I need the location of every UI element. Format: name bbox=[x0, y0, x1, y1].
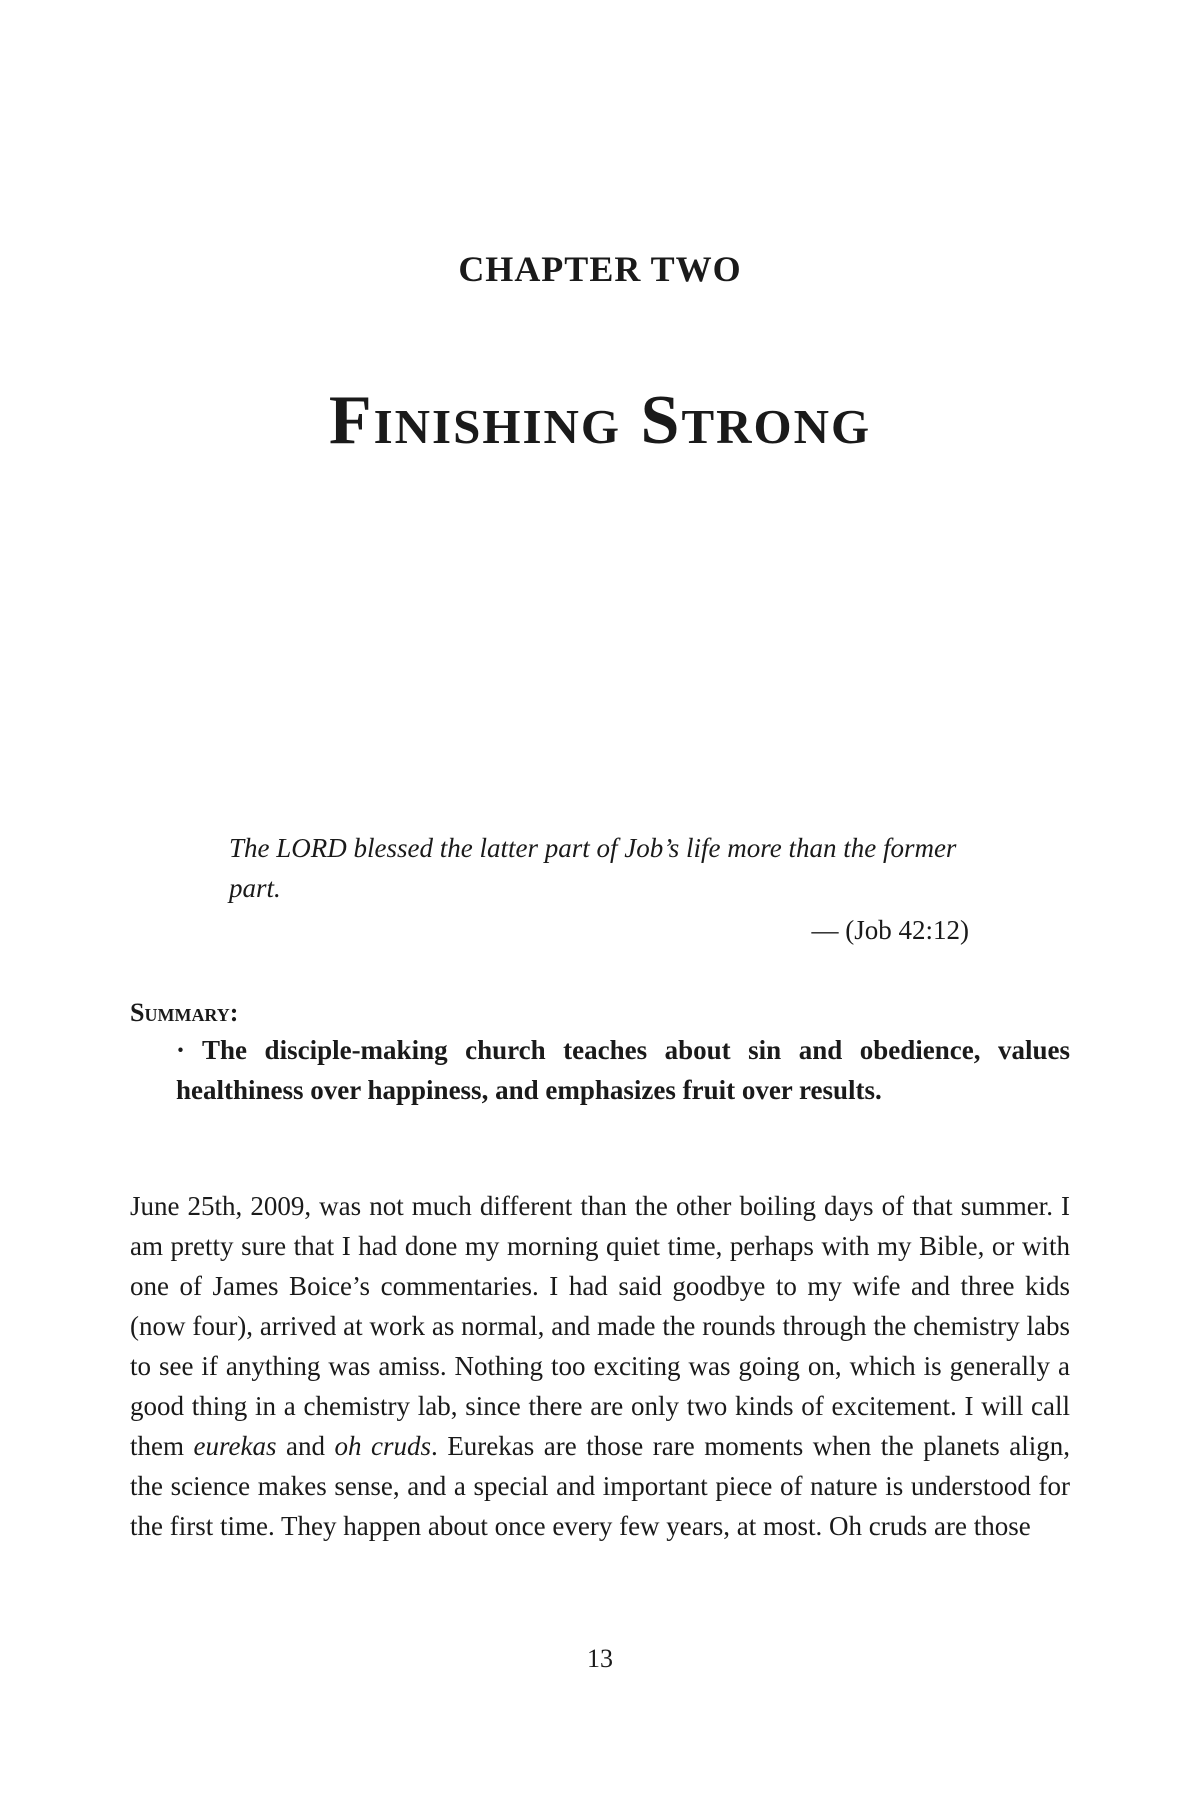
body-text-part: . Eurekas are those rare moments when the planets align, the science makes sense, and a special and important piece of nature is understood for the first time. They happen about once every few years, at most. Oh cruds are those bbox=[130, 1431, 1071, 1541]
summary-item: · The disciple-making church teaches about sin and obedience, values healthiness over happiness, and emphasizes fruit over results. bbox=[176, 1035, 1070, 1105]
summary-heading: Summary: bbox=[130, 998, 239, 1027]
epigraph-reference: — (Job 42:12) bbox=[811, 915, 969, 945]
epigraph-quote: The LORD blessed the latter part of Job’s life more than the former part. bbox=[229, 833, 957, 903]
page-number: 13 bbox=[587, 1644, 613, 1673]
body-text-part: and bbox=[276, 1431, 335, 1461]
chapter-title: Finishing Strong bbox=[328, 382, 872, 459]
body-text-part: June 25th, 2009, was not much different than the other boiling days of that summer. I am pretty sure that I had done my morning quiet time, perhaps with my Bible, or with one of James Boice’s commentaries. I had said goodbye to my wife and three kids (now four), arrived at work as normal, and made the rounds through the chemistry labs to see if anything was amiss. Nothing too exciting was going on, which is generally a good thing in a chemistry lab, since there are only two kinds of excitement. I will call them bbox=[130, 1191, 1070, 1461]
body-paragraph bbox=[130, 1186, 1070, 1546]
body-emphasis: eurekas bbox=[193, 1431, 277, 1461]
chapter-summary bbox=[130, 996, 1070, 1110]
body-emphasis: oh cruds bbox=[334, 1431, 432, 1461]
epigraph bbox=[229, 828, 1009, 950]
chapter-label: CHAPTER TWO bbox=[458, 249, 742, 289]
